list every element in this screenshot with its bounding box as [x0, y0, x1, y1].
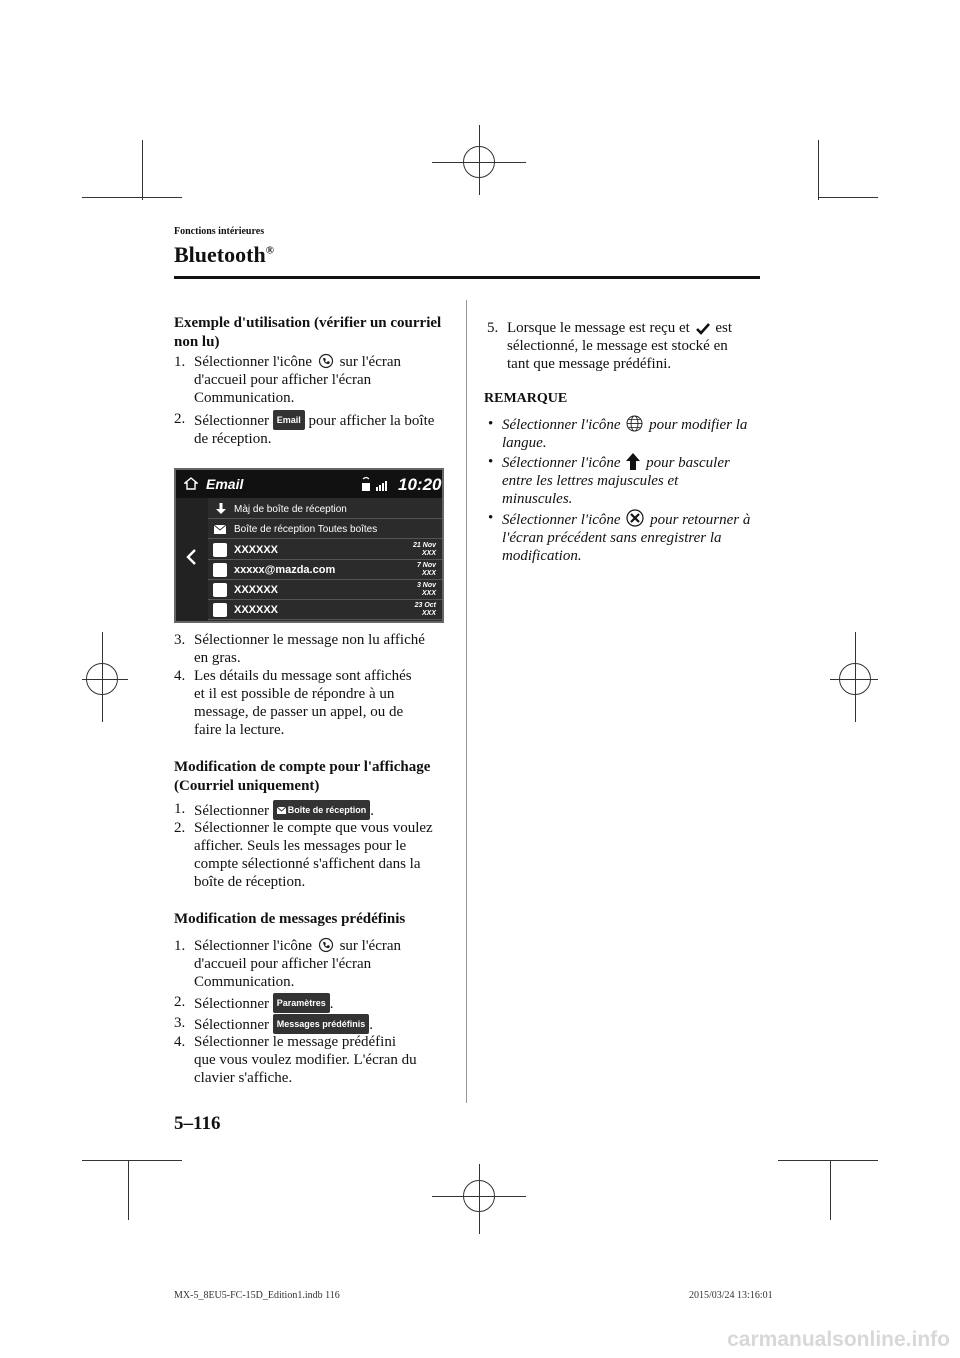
page-title: Bluetooth®: [174, 242, 274, 267]
step-item: 1. Sélectionner l'icône sur l'écran d'accueil pour afficher l'écran Communication.: [174, 938, 401, 990]
step-item: 2. Sélectionner Email pour afficher la boîte de réception.: [174, 411, 435, 447]
message-row[interactable]: XXXXXX 3 Nov XXX: [208, 581, 442, 600]
message-row[interactable]: XXXXXX 23 Oct XXX: [208, 601, 442, 620]
note-item: • Sélectionner l'icône pour basculer entre les lettres majuscules et minuscules.: [488, 454, 730, 507]
note-item: • Sélectionner l'icône pour retourner à l'écran précédent sans enregistrer la modification.: [488, 510, 751, 564]
column-divider: [466, 300, 467, 1103]
heading-account-change: Modification de compte pour l'affichage (Courriel uniquement): [174, 759, 431, 794]
screen-header: [176, 470, 442, 498]
heading-preset-messages: Modification de messages prédéfinis: [174, 911, 406, 927]
step-item: 4. Les détails du message sont affichés et il est possible de répondre à un message, de passer un appel, ou de faire la lecture.: [174, 668, 412, 738]
title-rule: [174, 276, 760, 279]
step-item: 2. Sélectionner le compte que vous voulez afficher. Seuls les messages pour le compte sélectionné s'affichent dans la boîte de réception.: [174, 820, 433, 890]
note-item: • Sélectionner l'icône pour modifier la langue.: [488, 416, 748, 451]
message-row[interactable]: XXXXXX 21 Nov XXX: [208, 541, 442, 560]
screen-clock: 10:20: [398, 475, 442, 494]
step-item: 3. Sélectionner Messages prédéfinis .: [174, 1015, 374, 1033]
message-row[interactable]: xxxxx@mazda.com 7 Nov XXX: [208, 561, 442, 580]
contact-avatar-icon: [213, 583, 227, 597]
step-item: 1. Sélectionner Boîte de réception .: [174, 801, 374, 819]
note-heading: REMARQUE: [484, 391, 568, 406]
signal-status-icon: [360, 475, 390, 493]
site-watermark: carmanualsonline.info: [727, 1328, 950, 1351]
screen-title: Email: [206, 476, 244, 492]
communication-icon: [318, 353, 334, 369]
print-file-info: MX-5_8EU5-FC-15D_Edition1.indb 116: [174, 1290, 340, 1301]
step-item: 1. Sélectionner l'icône sur l'écran d'accueil pour afficher l'écran Communication.: [174, 354, 401, 406]
step-item: 5. Lorsque le message est reçu et est sélectionné, le message est stocké en tant que message prédéfini.: [487, 320, 733, 372]
step-item: 4. Sélectionner le message prédéfini que vous voulez modifier. L'écran du clavier s'affiche.: [174, 1034, 417, 1086]
shift-arrow-icon: [626, 453, 640, 470]
section-label: Fonctions intérieures: [174, 226, 265, 237]
email-screen: [174, 468, 444, 623]
cancel-x-icon: [626, 509, 644, 527]
step-item: 3. Sélectionner le message non lu affiché en gras.: [174, 632, 425, 666]
settings-button[interactable]: Paramètres: [273, 993, 330, 1013]
back-chevron-icon[interactable]: [185, 548, 197, 566]
preset-messages-button[interactable]: Messages prédéfinis: [273, 1014, 370, 1034]
step-item: 2. Sélectionner Paramètres .: [174, 994, 334, 1012]
contact-avatar-icon: [213, 603, 227, 617]
communication-icon: [318, 937, 334, 953]
envelope-icon: [277, 807, 286, 814]
envelope-icon: [214, 525, 226, 534]
contact-avatar-icon: [213, 543, 227, 557]
download-icon: [216, 503, 226, 516]
print-timestamp: 2015/03/24 13:16:01: [689, 1290, 773, 1301]
globe-icon: [626, 415, 643, 432]
checkmark-icon: [696, 322, 710, 335]
heading-check-unread: Exemple d'utilisation (vérifier un courriel non lu): [174, 315, 442, 350]
mailbox-tabs-row[interactable]: Boîte de réception Toutes boîtes: [208, 520, 442, 539]
contact-avatar-icon: [213, 563, 227, 577]
update-inbox-row[interactable]: Màj de boîte de réception: [208, 500, 442, 519]
inbox-button[interactable]: Boîte de réception: [273, 800, 371, 820]
page-number: 5–116: [174, 1113, 221, 1134]
home-icon[interactable]: [184, 477, 198, 490]
screen-back-area: [176, 498, 208, 621]
email-button[interactable]: Email: [273, 410, 305, 430]
